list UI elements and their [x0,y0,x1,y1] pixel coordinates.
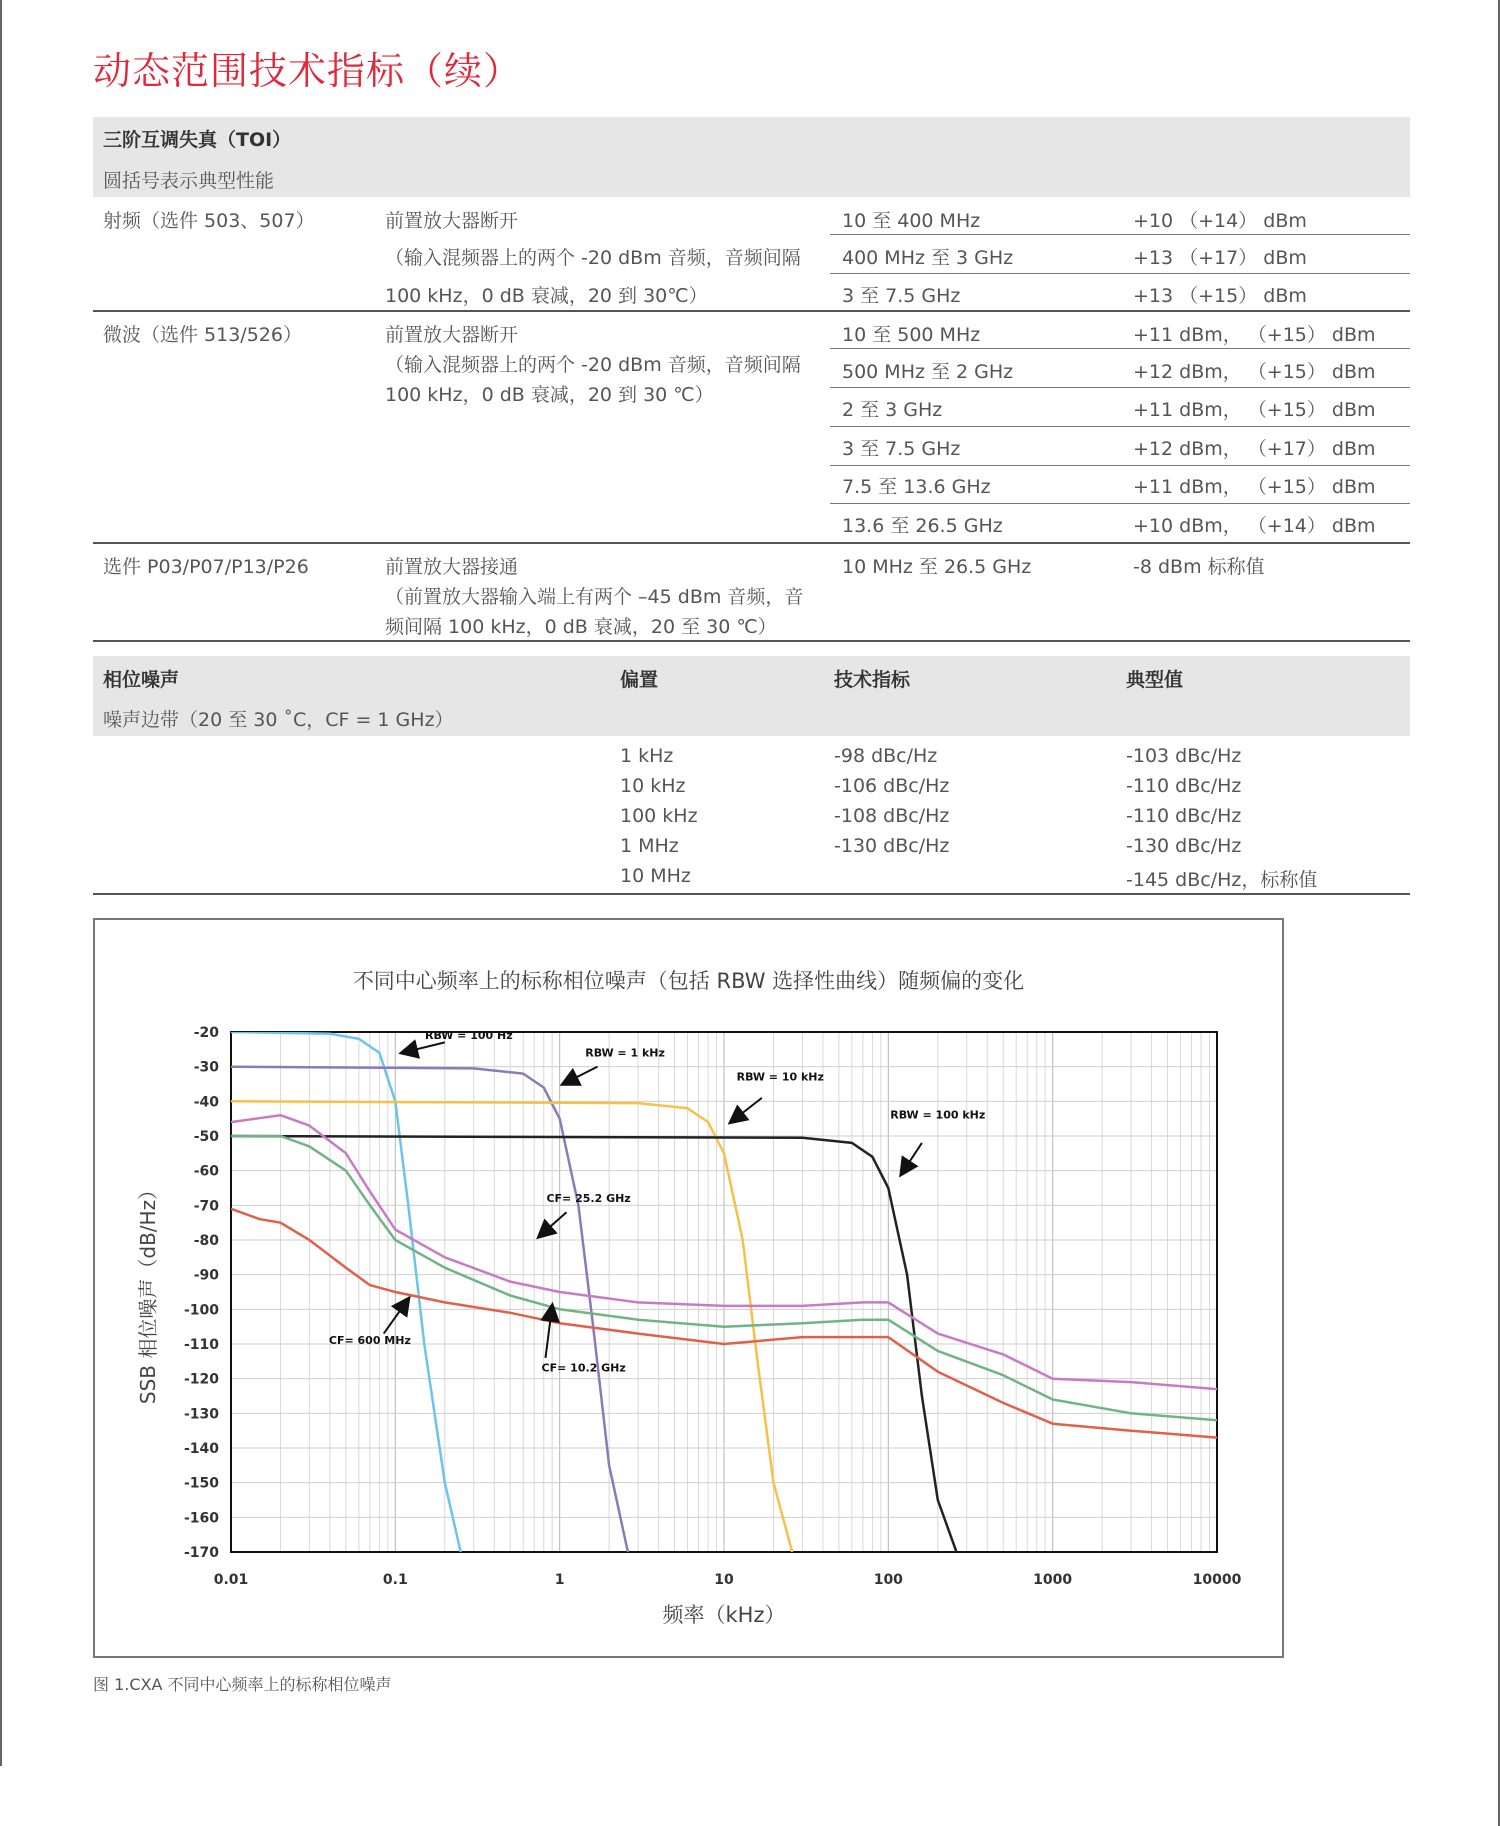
col-typ-header: 典型值 [1126,669,1184,691]
section-divider [93,640,1410,642]
toi-condition: 前置放大器断开 [385,210,519,232]
annotation-arrow [539,1212,566,1236]
pn-spec-cell: -98 dBc/Hz [834,745,938,767]
toi-condition: 频间隔 100 kHz，0 dB 衰减，20 至 30 ℃） [385,616,777,638]
toi-freq-cell: 10 至 400 MHz [842,210,981,232]
toi-value-cell: +11 dBm， （+15） dBm [1133,324,1376,346]
y-tick-label: -60 [193,1163,219,1180]
y-tick-label: -90 [193,1267,219,1284]
pn-typ-cell: -110 dBc/Hz [1126,775,1242,797]
x-tick-label: 0.01 [213,1572,249,1588]
row-divider [830,503,1410,504]
chart-title: 不同中心频率上的标称相位噪声（包括 RBW 选择性曲线）随频偏的变化 [352,969,1025,993]
toi-condition: 前置放大器接通 [385,556,519,578]
x-tick-label: 1 [554,1572,565,1588]
pn-typ-cell: -145 dBc/Hz，标称值 [1126,869,1318,891]
toi-freq-cell: 3 至 7.5 GHz [842,285,961,307]
annotation-label: RBW = 100 Hz [424,1028,513,1042]
toi-condition: 100 kHz，0 dB 衰减，20 到 30℃） [385,285,708,307]
toi-value-cell: +12 dBm， （+15） dBm [1133,361,1376,383]
toi-value-cell: -8 dBm 标称值 [1133,556,1265,578]
annotation-arrow [546,1306,553,1358]
row-divider [830,465,1410,466]
annotation-label: RBW = 100 kHz [890,1108,986,1122]
y-tick-label: -150 [183,1475,219,1492]
pn-offset-cell: 1 kHz [620,745,674,767]
toi-value-cell: +10 （+14） dBm [1133,210,1307,232]
annotation-label: CF= 10.2 GHz [541,1361,626,1375]
phase-noise-chart [95,920,1282,1656]
toi-freq-cell: 10 MHz 至 26.5 GHz [842,556,1032,578]
pn-typ-cell: -103 dBc/Hz [1126,745,1242,767]
x-tick-label: 1000 [1033,1572,1073,1588]
annotation-label: RBW = 10 kHz [736,1070,824,1084]
annotation-label: RBW = 1 kHz [585,1046,665,1060]
toi-condition: （前置放大器输入端上有两个 –45 dBm 音频，音 [385,586,804,608]
row-divider [830,348,1410,349]
pn-spec-cell: -106 dBc/Hz [834,775,950,797]
section-divider [93,893,1410,895]
toi-value-cell: +13 （+15） dBm [1133,285,1307,307]
y-tick-label: -30 [193,1059,219,1076]
group-divider [93,542,1410,544]
x-tick-label: 0.1 [382,1572,408,1588]
y-tick-label: -20 [193,1025,219,1041]
pn-offset-cell: 10 MHz [620,865,691,887]
toi-freq-cell: 500 MHz 至 2 GHz [842,361,1014,383]
toi-freq-cell: 3 至 7.5 GHz [842,438,961,460]
x-tick-label: 100 [873,1572,903,1588]
pn-offset-cell: 10 kHz [620,775,686,797]
toi-value-cell: +12 dBm， （+17） dBm [1133,438,1376,460]
pn-spec-cell: -130 dBc/Hz [834,835,950,857]
toi-freq-cell: 2 至 3 GHz [842,399,943,421]
toi-condition: （输入混频器上的两个 -20 dBm 音频，音频间隔 [385,354,801,376]
pn-offset-cell: 1 MHz [620,835,679,857]
toi-value-cell: +11 dBm， （+15） dBm [1133,399,1376,421]
toi-value-cell: +13 （+17） dBm [1133,247,1307,269]
row-divider [830,387,1410,388]
annotation-arrow [402,1042,445,1052]
toi-header: 三阶互调失真（TOI） [103,129,292,151]
page-title: 动态范围技术指标（续） [93,49,523,93]
toi-freq-cell: 13.6 至 26.5 GHz [842,515,1003,537]
y-tick-label: -160 [183,1510,219,1527]
row-divider [830,426,1410,427]
pn-offset-cell: 100 kHz [620,805,698,827]
toi-freq-cell: 10 至 500 MHz [842,324,981,346]
phase-noise-subheader: 噪声边带（20 至 30 ˚C，CF = 1 GHz） [103,709,454,731]
toi-value-cell: +11 dBm， （+15） dBm [1133,476,1376,498]
annotation-label: CF= 25.2 GHz [546,1191,631,1205]
y-tick-label: -100 [183,1302,219,1319]
x-axis-label: 频率（kHz） [662,1603,786,1627]
row-divider [830,273,1410,274]
annotation-arrow [901,1143,922,1174]
col-offset-header: 偏置 [620,669,659,691]
figure-caption: 图 1.CXA 不同中心频率上的标称相位噪声 [93,1675,392,1694]
y-tick-label: -140 [183,1441,219,1457]
y-tick-label: -120 [183,1371,219,1388]
chart-frame [93,918,1284,1658]
toi-subheader: 圆括号表示典型性能 [103,170,275,192]
pn-typ-cell: -110 dBc/Hz [1126,805,1242,827]
toi-condition: （输入混频器上的两个 -20 dBm 音频，音频间隔 [385,247,801,269]
y-tick-label: -110 [183,1337,219,1353]
pn-spec-cell: -108 dBc/Hz [834,805,950,827]
y-tick-label: -170 [183,1545,219,1561]
toi-group-label: 选件 P03/P07/P13/P26 [103,556,309,578]
toi-freq-cell: 7.5 至 13.6 GHz [842,476,991,498]
y-tick-label: -40 [193,1094,219,1111]
y-tick-label: -70 [193,1198,219,1215]
pn-typ-cell: -130 dBc/Hz [1126,835,1242,857]
toi-condition: 前置放大器断开 [385,324,519,346]
annotation-label: CF= 600 MHz [328,1334,411,1347]
row-divider [830,234,1410,235]
phase-noise-header: 相位噪声 [103,669,180,691]
y-tick-label: -80 [193,1233,219,1249]
x-tick-label: 10 [714,1572,734,1588]
group-divider [93,310,1410,312]
toi-group-label: 射频（选件 503、507） [103,210,315,232]
y-tick-label: -50 [193,1129,219,1145]
y-axis-label: SSB 相位噪声（dB/Hz） [136,1179,160,1405]
col-spec-header: 技术指标 [834,669,911,691]
y-tick-label: -130 [183,1406,219,1423]
annotation-arrow [563,1067,597,1084]
toi-condition: 100 kHz，0 dB 衰减，20 到 30 ℃） [385,384,714,406]
toi-freq-cell: 400 MHz 至 3 GHz [842,247,1014,269]
x-tick-label: 10000 [1192,1572,1242,1588]
toi-value-cell: +10 dBm， （+14） dBm [1133,515,1376,537]
page-left-border [0,0,2,1766]
toi-group-label: 微波（选件 513/526） [103,324,302,346]
